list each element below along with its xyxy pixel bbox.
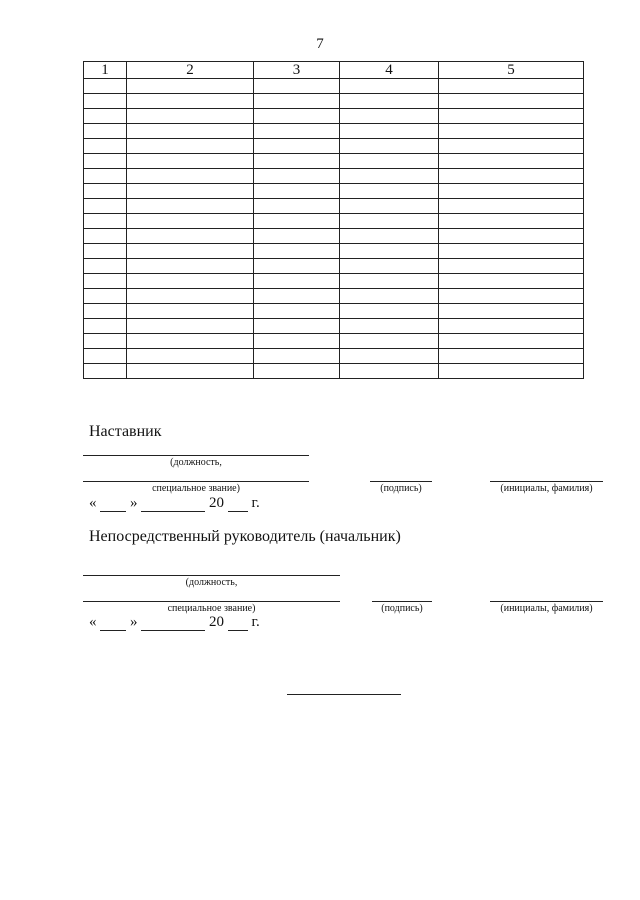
table-cell[interactable] bbox=[84, 259, 127, 274]
table-cell[interactable] bbox=[254, 364, 340, 379]
table-cell[interactable] bbox=[84, 124, 127, 139]
table-cell[interactable] bbox=[439, 79, 584, 94]
table-cell[interactable] bbox=[127, 79, 254, 94]
date-open-quote: « bbox=[89, 495, 97, 511]
table-cell[interactable] bbox=[254, 139, 340, 154]
table-cell[interactable] bbox=[439, 364, 584, 379]
supervisor-name-line[interactable] bbox=[490, 601, 603, 602]
table-cell[interactable] bbox=[84, 214, 127, 229]
supervisor-position-line[interactable] bbox=[83, 575, 340, 576]
year-prefix: 20 bbox=[209, 495, 224, 511]
mentor-signature-line[interactable] bbox=[370, 481, 432, 482]
table-cell[interactable] bbox=[439, 199, 584, 214]
table-body bbox=[84, 79, 584, 379]
supervisor-year-field[interactable] bbox=[228, 617, 248, 631]
table-cell[interactable] bbox=[254, 154, 340, 169]
table-cell[interactable] bbox=[84, 334, 127, 349]
table-cell[interactable] bbox=[254, 304, 340, 319]
table-cell[interactable] bbox=[254, 109, 340, 124]
supervisor-signature-caption: (подпись) bbox=[381, 603, 423, 614]
mentor-day-field[interactable] bbox=[100, 498, 126, 512]
table-cell[interactable] bbox=[127, 169, 254, 184]
table-cell[interactable] bbox=[439, 154, 584, 169]
table-cell[interactable] bbox=[340, 304, 439, 319]
table-cell[interactable] bbox=[439, 109, 584, 124]
supervisor-heading: Непосредственный руководитель (начальник) bbox=[89, 528, 401, 545]
table-cell[interactable] bbox=[254, 124, 340, 139]
date-open-quote: « bbox=[89, 614, 97, 630]
table-cell[interactable] bbox=[254, 289, 340, 304]
table-cell[interactable] bbox=[439, 94, 584, 109]
table-cell[interactable] bbox=[439, 229, 584, 244]
table-cell[interactable] bbox=[84, 319, 127, 334]
table-header-row bbox=[84, 62, 584, 79]
table-cell[interactable] bbox=[439, 169, 584, 184]
table-cell[interactable] bbox=[84, 184, 127, 199]
table-cell[interactable] bbox=[84, 199, 127, 214]
table-cell[interactable] bbox=[127, 154, 254, 169]
table-cell[interactable] bbox=[254, 349, 340, 364]
supervisor-rank-line[interactable] bbox=[83, 601, 340, 602]
table-row bbox=[84, 244, 584, 259]
column-header: 3 bbox=[254, 62, 340, 79]
table-cell[interactable] bbox=[439, 289, 584, 304]
table-cell[interactable] bbox=[340, 259, 439, 274]
table-row bbox=[84, 289, 584, 304]
table-cell[interactable] bbox=[254, 79, 340, 94]
mentor-name-line[interactable] bbox=[490, 481, 603, 482]
table-cell[interactable] bbox=[439, 259, 584, 274]
column-header: 4 bbox=[340, 62, 439, 79]
table-cell[interactable] bbox=[254, 319, 340, 334]
table-cell[interactable] bbox=[254, 169, 340, 184]
table-cell[interactable] bbox=[254, 274, 340, 289]
table-cell[interactable] bbox=[84, 169, 127, 184]
table-cell[interactable] bbox=[254, 229, 340, 244]
table-cell[interactable] bbox=[127, 319, 254, 334]
end-separator-line bbox=[287, 694, 401, 695]
table-cell[interactable] bbox=[340, 334, 439, 349]
table-cell[interactable] bbox=[127, 124, 254, 139]
supervisor-signature-line[interactable] bbox=[372, 601, 432, 602]
table-cell[interactable] bbox=[84, 94, 127, 109]
table-row bbox=[84, 259, 584, 274]
table-cell[interactable] bbox=[340, 124, 439, 139]
table-cell[interactable] bbox=[340, 349, 439, 364]
table-cell[interactable] bbox=[84, 364, 127, 379]
table-cell[interactable] bbox=[439, 319, 584, 334]
table-row bbox=[84, 139, 584, 154]
table-cell[interactable] bbox=[127, 259, 254, 274]
table-cell[interactable] bbox=[340, 139, 439, 154]
table-cell[interactable] bbox=[127, 289, 254, 304]
supervisor-name-caption: (инициалы, фамилия) bbox=[500, 603, 593, 614]
table-cell[interactable] bbox=[340, 364, 439, 379]
page-number: 7 bbox=[316, 36, 324, 52]
table-cell[interactable] bbox=[254, 244, 340, 259]
table-row bbox=[84, 199, 584, 214]
table-row bbox=[84, 364, 584, 379]
table-cell[interactable] bbox=[340, 274, 439, 289]
table-cell[interactable] bbox=[127, 244, 254, 259]
table-row bbox=[84, 214, 584, 229]
table-cell[interactable] bbox=[340, 214, 439, 229]
date-close-quote: » bbox=[130, 495, 138, 511]
table-cell[interactable] bbox=[340, 169, 439, 184]
column-header: 2 bbox=[127, 62, 254, 79]
table-cell[interactable] bbox=[84, 109, 127, 124]
mentor-position-caption: (должность, bbox=[170, 457, 222, 468]
table-cell[interactable] bbox=[127, 304, 254, 319]
year-prefix: 20 bbox=[209, 614, 224, 630]
table-cell[interactable] bbox=[254, 199, 340, 214]
table-cell[interactable] bbox=[340, 184, 439, 199]
table-cell[interactable] bbox=[84, 139, 127, 154]
table-cell[interactable] bbox=[254, 214, 340, 229]
table-row bbox=[84, 319, 584, 334]
table-cell[interactable] bbox=[127, 109, 254, 124]
mentor-rank-line[interactable] bbox=[83, 481, 309, 482]
table-row bbox=[84, 79, 584, 94]
table-cell[interactable] bbox=[340, 244, 439, 259]
table-row bbox=[84, 229, 584, 244]
table-cell[interactable] bbox=[127, 139, 254, 154]
table-row bbox=[84, 94, 584, 109]
table-cell[interactable] bbox=[254, 259, 340, 274]
table-cell[interactable] bbox=[127, 94, 254, 109]
mentor-position-line[interactable] bbox=[83, 455, 309, 456]
table-cell[interactable] bbox=[340, 94, 439, 109]
table-cell[interactable] bbox=[340, 319, 439, 334]
table-cell[interactable] bbox=[127, 214, 254, 229]
table-cell[interactable] bbox=[439, 124, 584, 139]
table-cell[interactable] bbox=[340, 109, 439, 124]
table-row bbox=[84, 169, 584, 184]
table-cell[interactable] bbox=[84, 154, 127, 169]
mentor-year-field[interactable] bbox=[228, 498, 248, 512]
table-cell[interactable] bbox=[84, 349, 127, 364]
year-suffix: г. bbox=[251, 614, 260, 630]
column-header: 5 bbox=[439, 62, 584, 79]
table-cell[interactable] bbox=[439, 139, 584, 154]
table-cell[interactable] bbox=[127, 349, 254, 364]
mentor-signature-caption: (подпись) bbox=[380, 483, 422, 494]
table-cell[interactable] bbox=[340, 229, 439, 244]
table-row bbox=[84, 109, 584, 124]
supervisor-month-field[interactable] bbox=[141, 617, 205, 631]
table-cell[interactable] bbox=[439, 304, 584, 319]
table-cell[interactable] bbox=[127, 229, 254, 244]
supervisor-position-caption: (должность, bbox=[185, 577, 238, 588]
table-cell[interactable] bbox=[254, 184, 340, 199]
table-cell[interactable] bbox=[84, 229, 127, 244]
table-cell[interactable] bbox=[127, 184, 254, 199]
table-row bbox=[84, 304, 584, 319]
table-row bbox=[84, 154, 584, 169]
table-cell[interactable] bbox=[254, 94, 340, 109]
table-cell[interactable] bbox=[340, 289, 439, 304]
table-cell[interactable] bbox=[439, 244, 584, 259]
table-cell[interactable] bbox=[84, 304, 127, 319]
column-header: 1 bbox=[84, 62, 127, 79]
supervisor-date bbox=[89, 614, 260, 631]
table-cell[interactable] bbox=[127, 199, 254, 214]
mentor-heading: Наставник bbox=[89, 423, 162, 440]
table-cell[interactable] bbox=[127, 364, 254, 379]
date-close-quote: » bbox=[130, 614, 138, 630]
table-cell[interactable] bbox=[439, 184, 584, 199]
table-cell[interactable] bbox=[340, 79, 439, 94]
table-cell[interactable] bbox=[84, 79, 127, 94]
table-row bbox=[84, 184, 584, 199]
table-row bbox=[84, 274, 584, 289]
table-cell[interactable] bbox=[439, 274, 584, 289]
supervisor-day-field[interactable] bbox=[100, 617, 126, 631]
table-row bbox=[84, 124, 584, 139]
table-cell[interactable] bbox=[439, 334, 584, 349]
table-cell[interactable] bbox=[84, 244, 127, 259]
table-cell[interactable] bbox=[84, 289, 127, 304]
data-table bbox=[83, 61, 584, 379]
table-row bbox=[84, 349, 584, 364]
table-cell[interactable] bbox=[439, 214, 584, 229]
mentor-rank-caption: специальное звание) bbox=[152, 483, 240, 494]
table-cell[interactable] bbox=[254, 334, 340, 349]
table-cell[interactable] bbox=[127, 334, 254, 349]
mentor-name-caption: (инициалы, фамилия) bbox=[500, 483, 593, 494]
mentor-date bbox=[89, 495, 260, 512]
year-suffix: г. bbox=[251, 495, 260, 511]
mentor-month-field[interactable] bbox=[141, 498, 205, 512]
table-cell[interactable] bbox=[340, 199, 439, 214]
table-row bbox=[84, 334, 584, 349]
table-cell[interactable] bbox=[340, 154, 439, 169]
table-cell[interactable] bbox=[127, 274, 254, 289]
table-cell[interactable] bbox=[84, 274, 127, 289]
table-cell[interactable] bbox=[439, 349, 584, 364]
supervisor-rank-caption: специальное звание) bbox=[167, 603, 256, 614]
